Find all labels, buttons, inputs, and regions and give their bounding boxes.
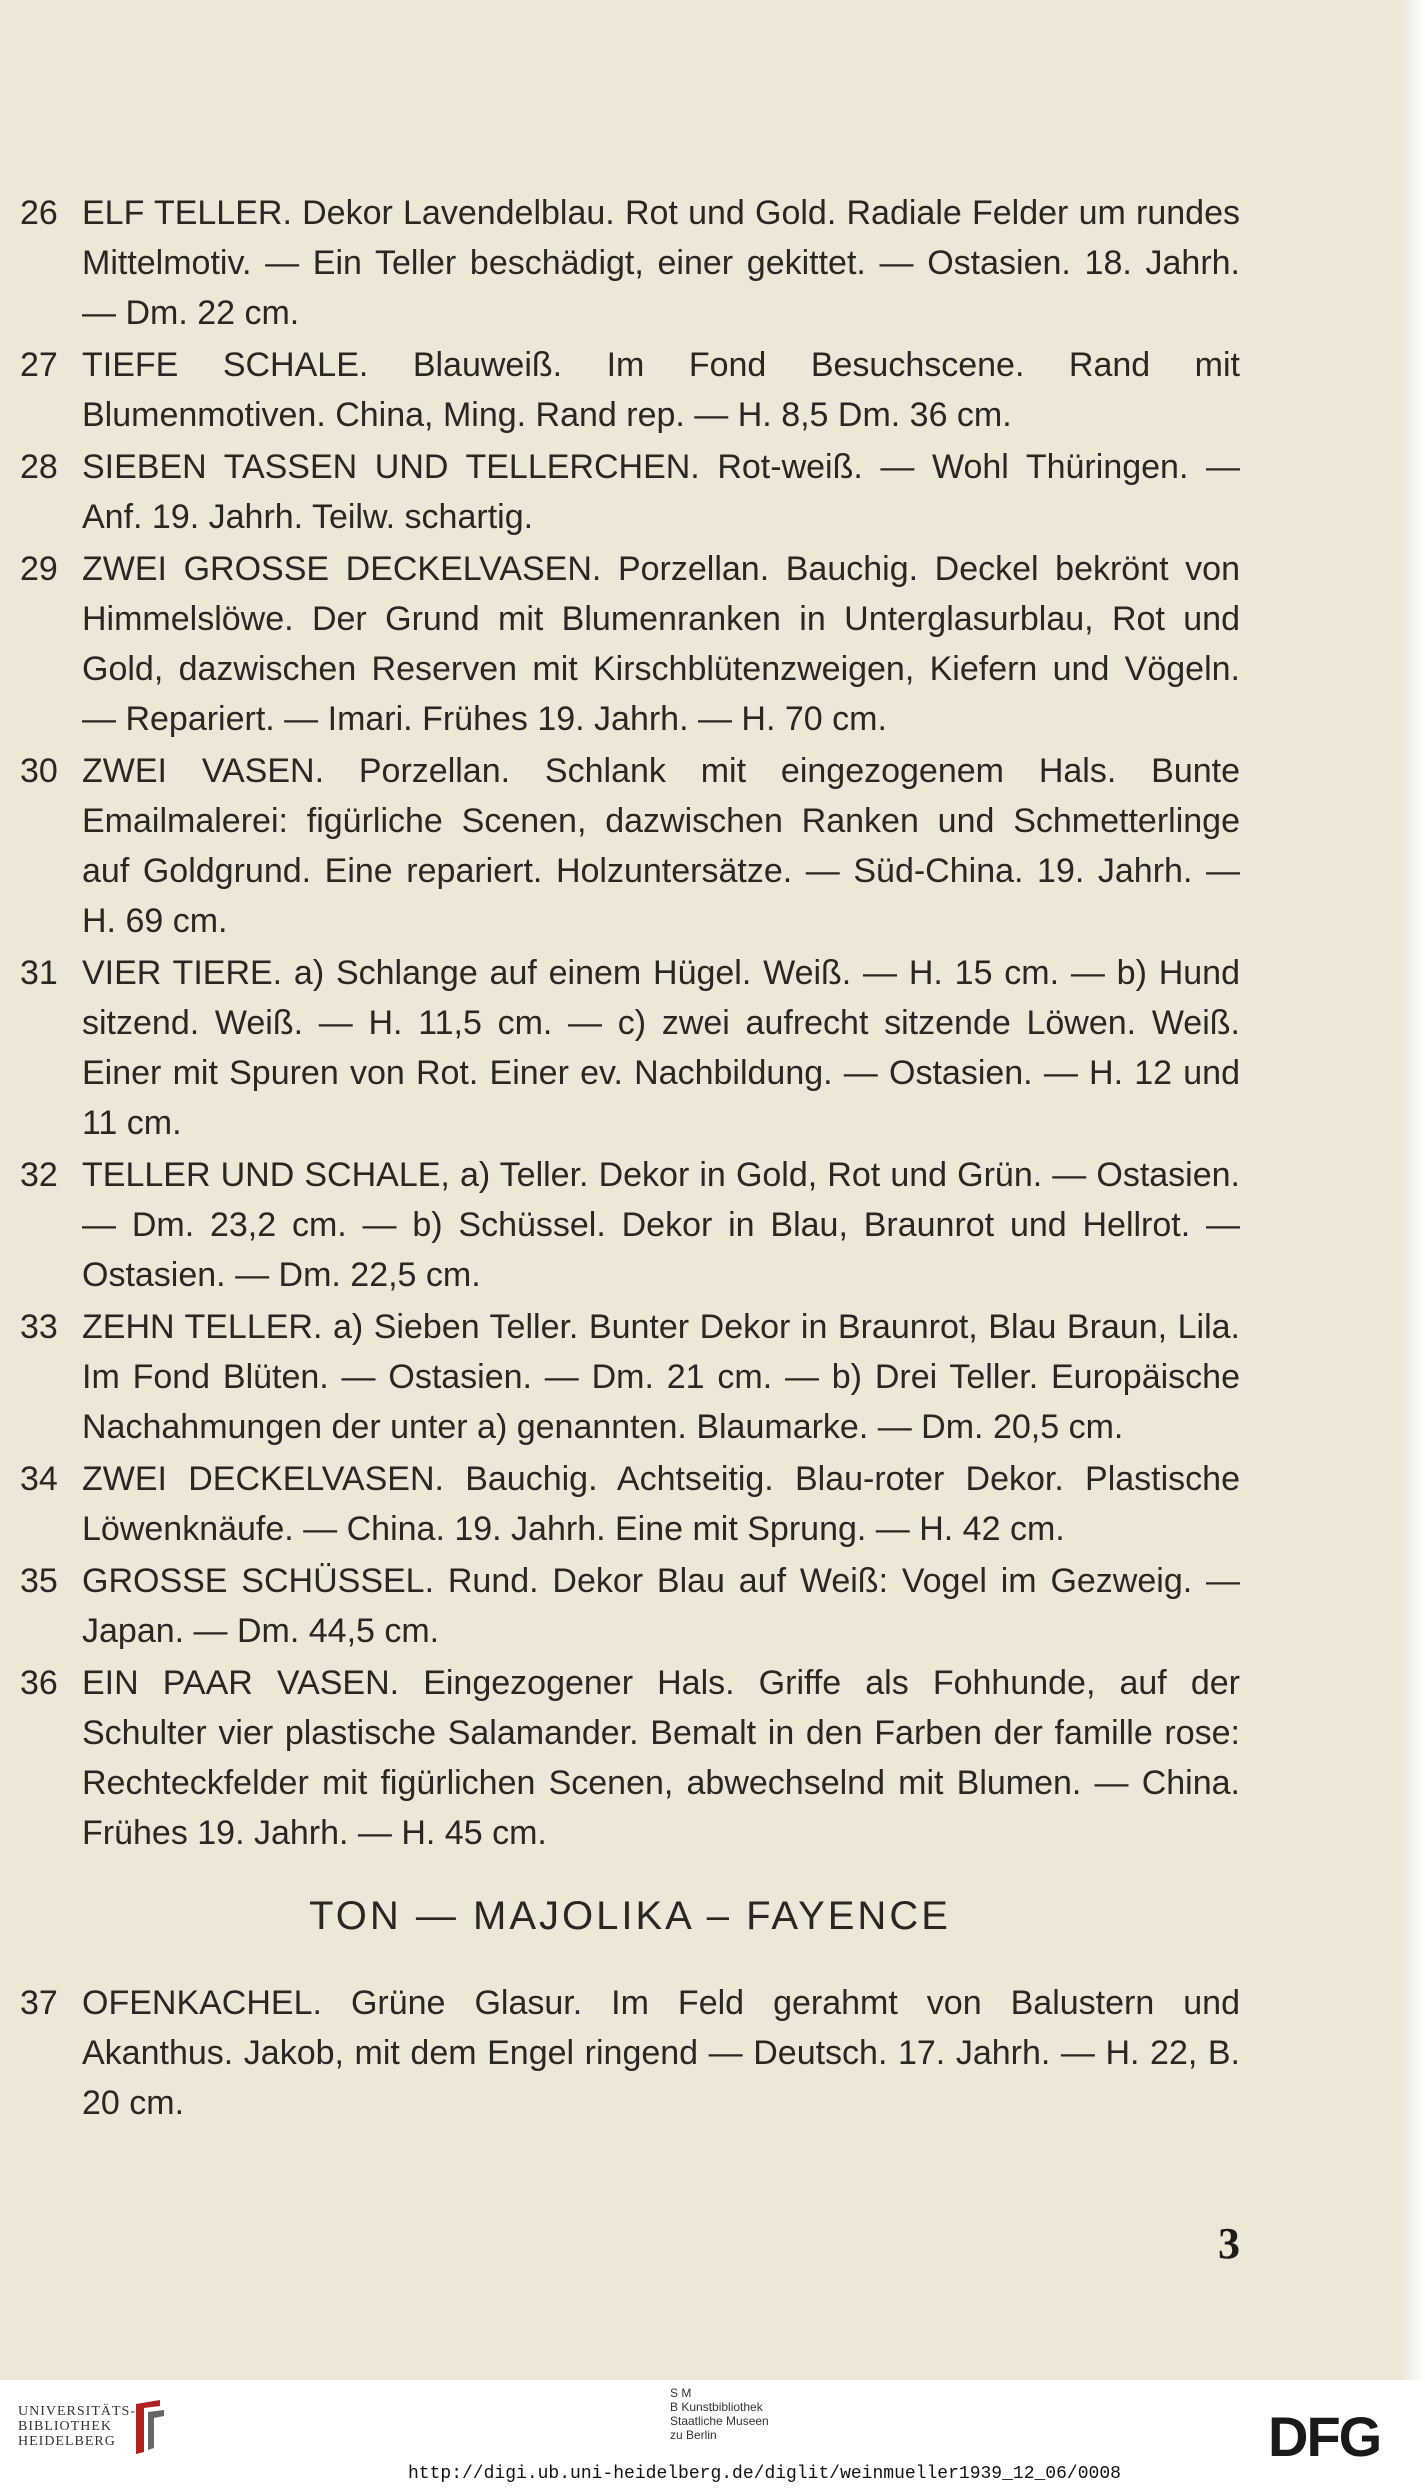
catalogue-entry bbox=[20, 544, 1240, 744]
catalogue-entry bbox=[20, 340, 1240, 440]
section-heading: TON — MAJOLIKA – FAYENCE bbox=[309, 1894, 951, 1938]
ub-mark-icon bbox=[130, 2396, 170, 2458]
entry-text: OFENKACHEL. Grüne Glasur. Im Feld gerahmt von Balustern und Akanthus. Jakob, mit dem Engel ringend — Deutsch. 17. Jahrh. — H. 22, B. 20 cm. bbox=[82, 1984, 1240, 2122]
entry-text: SIEBEN TASSEN UND TELLERCHEN. Rot-weiß. — Wohl Thüringen. — Anf. 19. Jahrh. Teilw. schartig. bbox=[82, 448, 1240, 536]
entry-number: 36 bbox=[20, 1664, 58, 1702]
catalogue-entry bbox=[20, 1556, 1240, 1656]
catalogue-entry bbox=[20, 1658, 1240, 1858]
ub-logo-line: BIBLIOTHEK bbox=[18, 2419, 112, 2434]
entry-number: 27 bbox=[20, 346, 58, 384]
catalogue-entry bbox=[20, 1978, 1240, 2128]
smb-logo-line: zu Berlin bbox=[670, 2428, 717, 2442]
entry-text: EIN PAAR VASEN. Eingezogener Hals. Griffe als Fohhunde, auf der Schulter vier plastische Salamander. Bemalt in den Farben der famille rose: Rechteckfelder mit figürlichen Scenen, abwechselnd mit Blumen. — China. Frühes 19. Jahrh. — H. 45 cm. bbox=[82, 1664, 1240, 1852]
smb-logo-line: B Kunstbibliothek bbox=[670, 2400, 763, 2414]
catalogue-entry bbox=[20, 442, 1240, 542]
ub-heidelberg-logo bbox=[18, 2404, 136, 2449]
page-number: 3 bbox=[1218, 2219, 1240, 2268]
catalogue-entries bbox=[20, 188, 1240, 2130]
catalogue-entry bbox=[20, 1454, 1240, 1554]
smb-kunstbibliothek-logo bbox=[670, 2386, 769, 2442]
entry-text: ZWEI DECKELVASEN. Bauchig. Achtseitig. Blau-roter Dekor. Plastische Löwenknäufe. — China. 19. Jahrh. Eine mit Sprung. — H. 42 cm. bbox=[82, 1460, 1240, 1548]
entry-number: 34 bbox=[20, 1460, 58, 1498]
ub-logo-line: HEIDELBERG bbox=[18, 2434, 116, 2449]
smb-logo-line: Staatliche Museen bbox=[670, 2414, 769, 2428]
catalogue-entry bbox=[20, 1150, 1240, 1300]
entry-text: ZWEI VASEN. Porzellan. Schlank mit eingezogenem Hals. Bunte Emailmalerei: figürliche Scenen, dazwischen Ranken und Schmetterlinge auf Goldgrund. Eine repariert. Holzuntersätze. — Süd-China. 19. Jahrh. — H. 69 cm. bbox=[82, 752, 1240, 940]
page-edge bbox=[1402, 0, 1425, 2380]
footer-bar bbox=[0, 2380, 1425, 2488]
entry-number: 35 bbox=[20, 1562, 58, 1600]
catalogue-entry bbox=[20, 188, 1240, 338]
entry-number: 31 bbox=[20, 954, 58, 992]
entry-list-porcelain bbox=[20, 188, 1240, 1858]
entry-number: 37 bbox=[20, 1984, 58, 2022]
entry-number: 33 bbox=[20, 1308, 58, 1346]
entry-text: ZEHN TELLER. a) Sieben Teller. Bunter Dekor in Braunrot, Blau Braun, Lila. Im Fond Blüten. — Ostasien. — Dm. 21 cm. — b) Drei Teller. Europäische Nachahmungen der unter a) genannten. Blaumarke. — Dm. 20,5 cm. bbox=[82, 1308, 1240, 1446]
smb-logo-line: S M bbox=[670, 2386, 692, 2400]
catalogue-entry bbox=[20, 948, 1240, 1148]
entry-list-ceramics bbox=[20, 1978, 1240, 2128]
entry-text: ZWEI GROSSE DECKELVASEN. Porzellan. Bauchig. Deckel bekrönt von Himmelslöwe. Der Grund mit Blumenranken in Unterglasurblau, Rot und Gold, dazwischen Reserven mit Kirschblütenzweigen, Kiefern und Vögeln. — Repariert. — Imari. Frühes 19. Jahrh. — H. 70 cm. bbox=[82, 550, 1240, 738]
entry-number: 30 bbox=[20, 752, 58, 790]
ub-logo-line: UNIVERSITÄTS- bbox=[18, 2404, 136, 2419]
entry-text: TIEFE SCHALE. Blauweiß. Im Fond Besuchscene. Rand mit Blumenmotiven. China, Ming. Rand rep. — H. 8,5 Dm. 36 cm. bbox=[82, 346, 1240, 434]
entry-text: GROSSE SCHÜSSEL. Rund. Dekor Blau auf Weiß: Vogel im Gezweig. — Japan. — Dm. 44,5 cm. bbox=[82, 1562, 1240, 1650]
entry-number: 29 bbox=[20, 550, 58, 588]
entry-text: TELLER UND SCHALE, a) Teller. Dekor in Gold, Rot und Grün. — Ostasien. — Dm. 23,2 cm. — b) Schüssel. Dekor in Blau, Braunrot und Hellrot. — Ostasien. — Dm. 22,5 cm. bbox=[82, 1156, 1240, 1294]
entry-number: 28 bbox=[20, 448, 58, 486]
entry-number: 26 bbox=[20, 194, 58, 232]
entry-number: 32 bbox=[20, 1156, 58, 1194]
entry-text: ELF TELLER. Dekor Lavendelblau. Rot und Gold. Radiale Felder um rundes Mittelmotiv. — Ein Teller beschädigt, einer gekittet. — Ostasien. 18. Jahrh. — Dm. 22 cm. bbox=[82, 194, 1240, 332]
permalink-url[interactable]: http://digi.ub.uni-heidelberg.de/diglit/weinmueller1939_12_06/0008 bbox=[408, 2464, 1121, 2484]
catalogue-entry bbox=[20, 746, 1240, 946]
dfg-logo: DFG bbox=[1268, 2405, 1381, 2468]
catalogue-entry bbox=[20, 1302, 1240, 1452]
entry-text: VIER TIERE. a) Schlange auf einem Hügel. Weiß. — H. 15 cm. — b) Hund sitzend. Weiß. — H. 11,5 cm. — c) zwei aufrecht sitzende Löwen. Weiß. Einer mit Spuren von Rot. Einer ev. Nachbildung. — Ostasien. — H. 12 und 11 cm. bbox=[82, 954, 1240, 1142]
